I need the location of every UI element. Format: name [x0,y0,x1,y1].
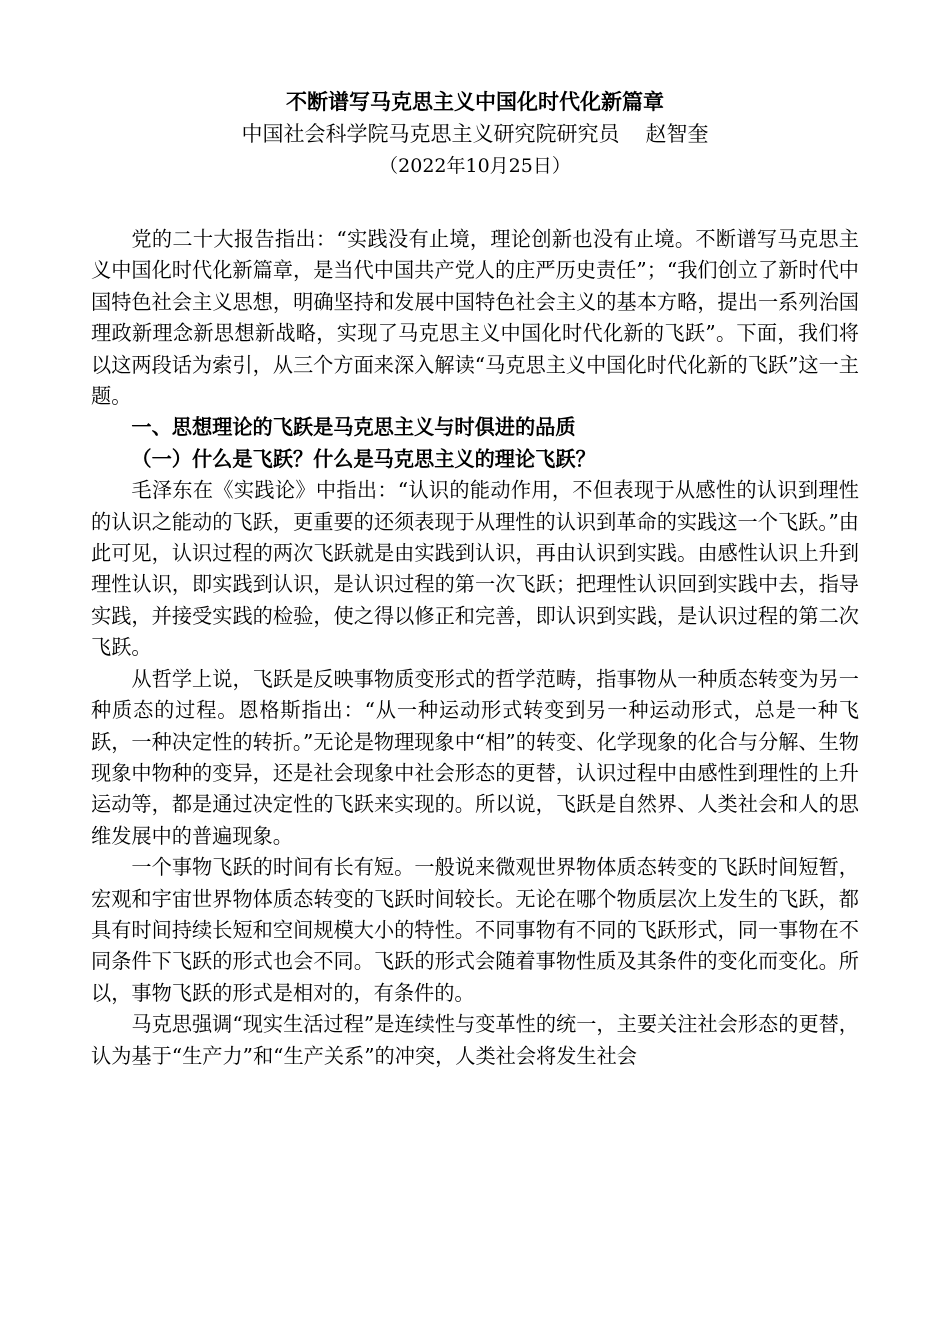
body-paragraph: 从哲学上说，飞跃是反映事物质变形式的哲学范畴，指事物从一种质态转变为另一种质态的过程。恩格斯指出：“从一种运动形式转变到另一种运动形式，总是一种飞跃，一种决定性的转折。”无论是物理现象中“相”的转变、化学现象的化合与分解、生物现象中物种的变异，还是社会现象中社会形态的更替，认识过程中由感性到理性的上升运动等，都是通过决定性的飞跃来实现的。所以说，飞跃是自然界、人类社会和人的思维发展中的普遍现象。 [91,666,859,848]
subsection-heading-1: （一）什么是飞跃？什么是马克思主义的理论飞跃？ [131,446,596,471]
document-page [91,86,859,1072]
author-name: 赵智奎 [645,122,709,146]
document-date: （2022年10月25日） [379,155,571,177]
author-affiliation: 中国社会科学院马克思主义研究院研究员 [241,122,620,146]
body-paragraph: 毛泽东在《实践论》中指出：“认识的能动作用，不但表现于从感性的认识到理性的认识之能动的飞跃，更重要的还须表现于从理性的认识到革命的实践这一个飞跃。”由此可见，认识过程的两次飞跃就是由实践到认识，再由认识到实践。由感性认识上升到理性认识，即实践到认识，是认识过程的第一次飞跃；把理性认识回到实践中去，指导实践，并接受实践的检验，使之得以修正和完善，即认识到实践，是认识过程的第二次飞跃。 [91,478,859,660]
section-heading-1: 一、思想理论的飞跃是马克思主义与时俱进的品质 [131,415,576,440]
body-paragraph: 马克思强调“现实生活过程”是连续性与变革性的统一，主要关注社会形态的更替，认为基于“生产力”和“生产关系”的冲突，人类社会将发生社会 [91,1012,859,1068]
intro-paragraph: 党的二十大报告指出：“实践没有止境，理论创新也没有止境。不断谱写马克思主义中国化时代化新篇章，是当代中国共产党人的庄严历史责任”；“我们创立了新时代中国特色社会主义思想，明确坚持和发展中国特色社会主义的基本方略，提出一系列治国理政新理念新思想新战略，实现了马克思主义中国化时代化新的飞跃”。下面，我们将以这两段话为索引，从三个方面来深入解读“马克思主义中国化时代化新的飞跃”这一主题。 [91,227,859,409]
body-paragraph: 一个事物飞跃的时间有长有短。一般说来微观世界物体质态转变的飞跃时间短暂，宏观和宇宙世界物体质态转变的飞跃时间较长。无论在哪个物质层次上发生的飞跃，都具有时间持续长短和空间规模大小的特性。不同事物有不同的飞跃形式，同一事物在不同条件下飞跃的形式也会不同。飞跃的形式会随着事物性质及其条件的变化而变化。所以，事物飞跃的形式是相对的，有条件的。 [91,855,859,1005]
document-title: 不断谱写马克思主义中国化时代化新篇章 [286,89,664,114]
author-line [91,118,859,150]
